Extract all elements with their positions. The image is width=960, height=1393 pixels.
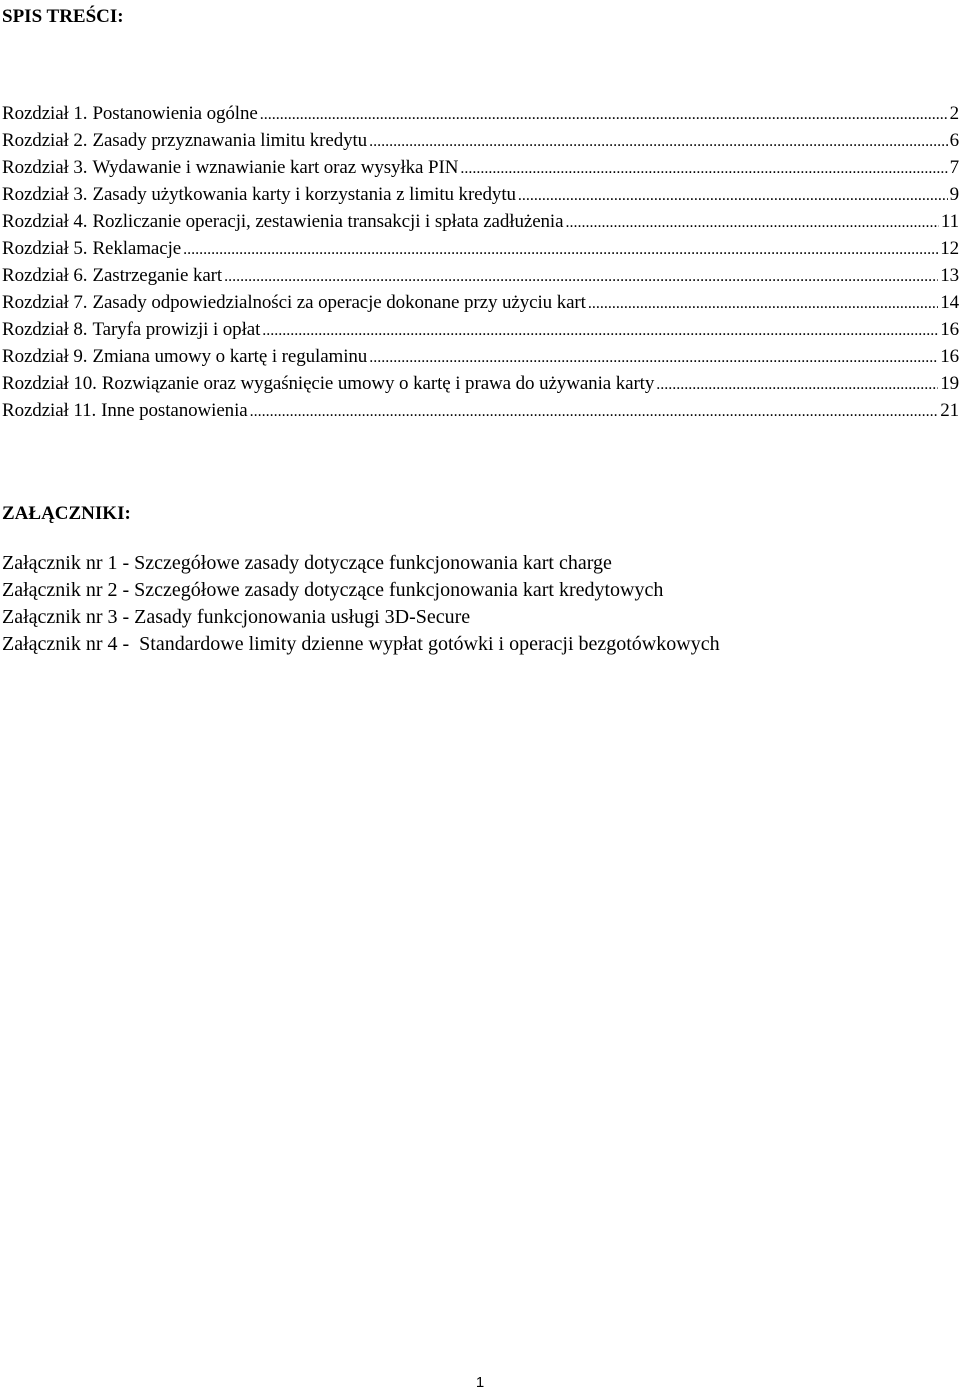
toc-entry-title bbox=[2, 370, 654, 397]
toc-entry-page: 21 bbox=[940, 400, 959, 421]
toc-entry bbox=[2, 370, 959, 397]
toc-entry bbox=[2, 262, 959, 289]
toc-entry-title bbox=[2, 208, 563, 235]
toc-entry-text: Postanowienia ogólne bbox=[92, 103, 258, 124]
table-of-contents bbox=[2, 100, 959, 424]
toc-entry-text: Zmiana umowy o kartę i regulaminu bbox=[92, 346, 368, 367]
toc-entry-chapter: Rozdział 3. bbox=[2, 184, 88, 205]
toc-entry-chapter: Rozdział 10. bbox=[2, 373, 97, 394]
toc-entry-page: 6 bbox=[949, 130, 959, 151]
toc-entry-page: 2 bbox=[949, 103, 959, 124]
toc-entry-page: 12 bbox=[940, 238, 959, 259]
toc-entry-title bbox=[2, 316, 260, 343]
toc-heading: SPIS TREŚCI: bbox=[2, 6, 124, 27]
toc-entry bbox=[2, 235, 959, 262]
toc-entry-text: Inne postanowienia bbox=[101, 400, 248, 421]
toc-entry-title bbox=[2, 289, 586, 316]
toc-entry-chapter: Rozdział 7. bbox=[2, 292, 88, 313]
toc-entry bbox=[2, 289, 959, 316]
toc-entry-chapter: Rozdział 3. bbox=[2, 157, 88, 178]
dot-leader bbox=[224, 263, 938, 289]
toc-entry-page: 11 bbox=[940, 211, 959, 232]
toc-entry-page: 19 bbox=[940, 373, 959, 394]
dot-leader bbox=[656, 371, 938, 397]
attachment-item: Załącznik nr 2 - Szczegółowe zasady dotyczące funkcjonowania kart kredytowych bbox=[2, 579, 664, 601]
toc-entry bbox=[2, 397, 959, 424]
page-number: 1 bbox=[475, 1374, 485, 1391]
toc-entry-page: 13 bbox=[940, 265, 959, 286]
toc-entry-text: Rozliczanie operacji, zestawienia transakcji i spłata zadłużenia bbox=[92, 211, 564, 232]
dot-leader bbox=[183, 236, 938, 262]
dot-leader bbox=[369, 344, 938, 370]
dot-leader bbox=[250, 398, 939, 424]
toc-entry-page: 16 bbox=[940, 319, 959, 340]
toc-entry-page: 16 bbox=[940, 346, 959, 367]
toc-entry-page: 7 bbox=[949, 157, 959, 178]
attachment-item: Załącznik nr 1 - Szczegółowe zasady dotyczące funkcjonowania kart charge bbox=[2, 552, 612, 574]
toc-entry-title bbox=[2, 100, 258, 127]
toc-entry bbox=[2, 127, 959, 154]
toc-entry-chapter: Rozdział 11. bbox=[2, 400, 97, 421]
dot-leader bbox=[565, 209, 938, 235]
toc-entry-text: Rozwiązanie oraz wygaśnięcie umowy o kartę i prawa do używania karty bbox=[101, 373, 655, 394]
toc-entry-chapter: Rozdział 9. bbox=[2, 346, 88, 367]
toc-entry bbox=[2, 100, 959, 127]
toc-entry-chapter: Rozdział 2. bbox=[2, 130, 88, 151]
toc-entry-title bbox=[2, 127, 367, 154]
toc-entry-text: Zasady użytkowania karty i korzystania z limitu kredytu bbox=[92, 184, 516, 205]
toc-entry-text: Zastrzeganie kart bbox=[92, 265, 223, 286]
toc-entry-title bbox=[2, 343, 367, 370]
dot-leader bbox=[518, 182, 948, 208]
toc-entry-title bbox=[2, 397, 248, 424]
toc-entry-chapter: Rozdział 8. bbox=[2, 319, 88, 340]
toc-entry-title bbox=[2, 154, 458, 181]
toc-entry-chapter: Rozdział 4. bbox=[2, 211, 88, 232]
toc-entry-page: 9 bbox=[949, 184, 959, 205]
toc-entry-text: Reklamacje bbox=[92, 238, 182, 259]
toc-entry bbox=[2, 154, 959, 181]
attachment-item: Załącznik nr 4 - Standardowe limity dzienne wypłat gotówki i operacji bezgotówkowych bbox=[2, 633, 720, 655]
dot-leader bbox=[588, 290, 938, 316]
dot-leader bbox=[260, 101, 948, 127]
toc-entry-page: 14 bbox=[940, 292, 959, 313]
toc-entry-chapter: Rozdział 6. bbox=[2, 265, 88, 286]
toc-entry bbox=[2, 181, 959, 208]
dot-leader bbox=[262, 317, 938, 343]
toc-entry-chapter: Rozdział 1. bbox=[2, 103, 88, 124]
attachments-list bbox=[2, 550, 720, 658]
toc-entry-chapter: Rozdział 5. bbox=[2, 238, 88, 259]
toc-entry-text: Zasady odpowiedzialności za operacje dokonane przy użyciu kart bbox=[92, 292, 586, 313]
toc-entry-title bbox=[2, 262, 222, 289]
toc-entry bbox=[2, 343, 959, 370]
dot-leader bbox=[460, 155, 947, 181]
attachments-heading: ZAŁĄCZNIKI: bbox=[2, 503, 131, 524]
toc-entry-title bbox=[2, 235, 181, 262]
attachment-item: Załącznik nr 3 - Zasady funkcjonowania usługi 3D-Secure bbox=[2, 606, 471, 628]
dot-leader bbox=[369, 128, 948, 154]
toc-entry-text: Zasady przyznawania limitu kredytu bbox=[92, 130, 368, 151]
toc-entry bbox=[2, 316, 959, 343]
toc-entry-text: Taryfa prowizji i opłat bbox=[92, 319, 261, 340]
toc-entry-text: Wydawanie i wznawianie kart oraz wysyłka PIN bbox=[92, 157, 459, 178]
toc-entry bbox=[2, 208, 959, 235]
toc-entry-title bbox=[2, 181, 516, 208]
